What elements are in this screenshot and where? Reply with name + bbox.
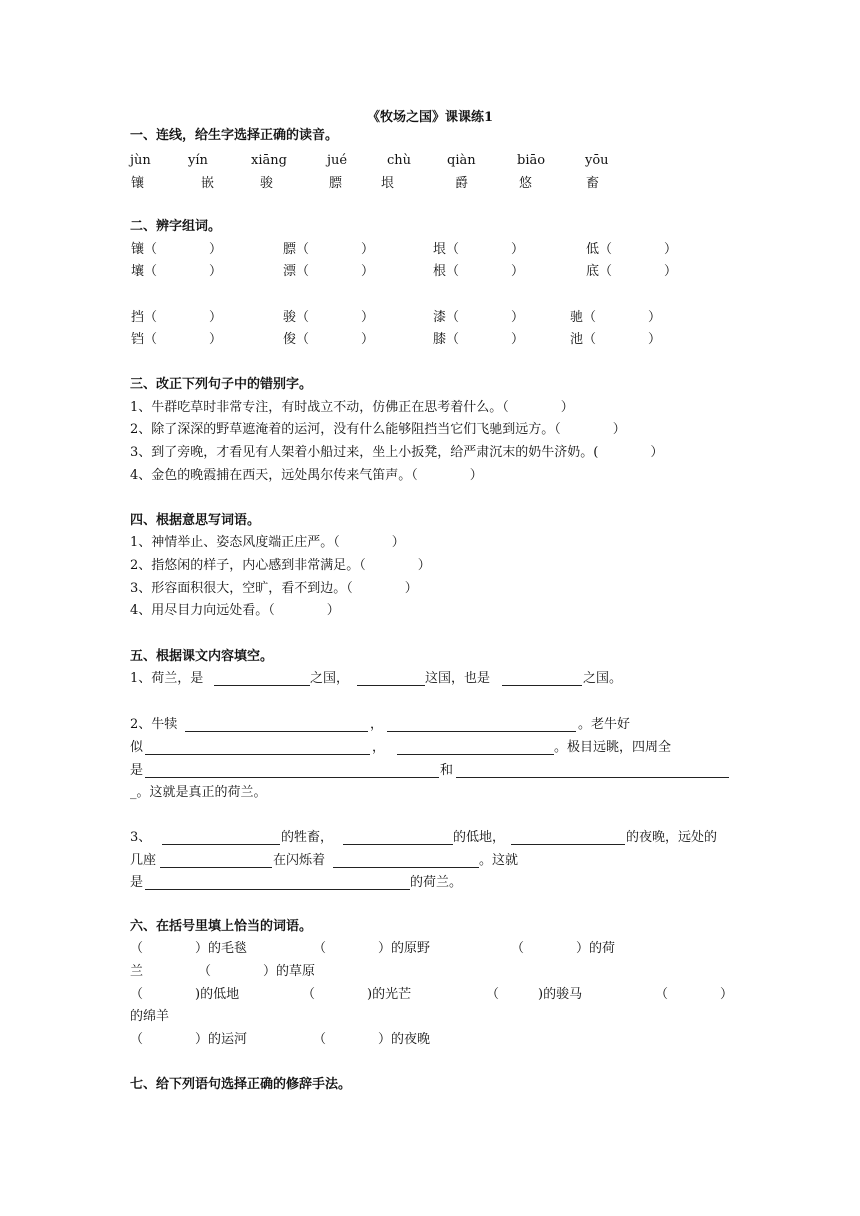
section-1-heading: 一、连线，给生字选择正确的读音。 <box>130 128 339 143</box>
word-box[interactable]: 壤（ ） <box>131 264 223 279</box>
char-4: 膘 <box>329 176 343 191</box>
pinyin-4: jué <box>327 153 348 168</box>
fill-text: 1、荷兰，是 <box>130 671 204 686</box>
section-4-heading: 四、根据意思写词语。 <box>130 513 261 528</box>
fill-blank[interactable] <box>397 740 554 755</box>
phrase-box[interactable]: （ ）的荷 <box>511 941 616 956</box>
phrase-box[interactable]: （ )的骏马 <box>486 987 583 1002</box>
meaning-item-2[interactable]: 2、指悠闲的样子，内心感到非常满足。（ ） <box>130 558 431 573</box>
word-box[interactable]: 池（ ） <box>570 332 662 347</box>
word-box[interactable]: 驰（ ） <box>570 310 662 325</box>
word-box[interactable]: 低（ ） <box>586 242 678 257</box>
word-box[interactable]: 膝（ ） <box>433 332 525 347</box>
page-title: 《牧场之国》课课练1 <box>366 110 494 125</box>
word-box[interactable]: 底（ ） <box>586 264 678 279</box>
fill-blank[interactable] <box>333 853 479 868</box>
phrase-box[interactable]: （ )的低地 <box>130 987 240 1002</box>
char-7: 悠 <box>519 176 533 191</box>
fill-text: 似 <box>130 740 144 755</box>
phrase-box[interactable]: （ ）的夜晚 <box>313 1032 431 1047</box>
fill-text: 几座 <box>130 853 157 868</box>
phrase-text: 兰 <box>130 964 144 979</box>
pinyin-2: yín <box>188 153 208 168</box>
fill-text: 是 <box>130 875 144 890</box>
section-3-heading: 三、改正下列句子中的错别字。 <box>130 377 313 392</box>
pinyin-1: jùn <box>130 153 151 168</box>
word-box[interactable]: 俊（ ） <box>283 332 375 347</box>
meaning-item-3[interactable]: 3、形容面积很大，空旷，看不到边。（ ） <box>130 581 418 596</box>
section-2-heading: 二、辨字组词。 <box>130 219 222 234</box>
correction-item-1[interactable]: 1、牛群吃草时非常专注，有时战立不动，仿佛正在思考着什么。（ ） <box>130 400 574 415</box>
word-box[interactable]: 膘（ ） <box>283 242 375 257</box>
fill-blank[interactable] <box>387 717 576 732</box>
section-6-heading: 六、在括号里填上恰当的词语。 <box>130 919 313 934</box>
meaning-item-4[interactable]: 4、用尽目力向远处看。（ ） <box>130 603 340 618</box>
word-box[interactable]: 镶（ ） <box>131 242 223 257</box>
correction-item-4[interactable]: 4、金色的晚霞捕在西天，远处禺尔传来气笛声。（ ） <box>130 468 483 483</box>
fill-text: 3、 <box>130 830 152 845</box>
fill-text: 之国， <box>310 671 350 686</box>
fill-text: 。极目远眺，四周全 <box>554 740 672 755</box>
fill-text: _。这就是真正的荷兰。 <box>130 785 267 800</box>
section-7-heading: 七、给下列语句选择正确的修辞手法。 <box>130 1077 352 1092</box>
fill-blank[interactable] <box>162 830 280 845</box>
char-3: 骏 <box>260 176 274 191</box>
fill-text: 这国，也是 <box>425 671 491 686</box>
word-box[interactable]: 挡（ ） <box>131 310 223 325</box>
word-box[interactable]: 根（ ） <box>433 264 525 279</box>
meaning-item-1[interactable]: 1、神情举止、姿态风度端正庄严。（ ） <box>130 535 405 550</box>
fill-text: 是 <box>130 763 144 778</box>
phrase-box[interactable]: （ ）的草原 <box>198 964 316 979</box>
fill-text: 。这就 <box>479 853 519 868</box>
pinyin-8: yōu <box>585 153 609 168</box>
word-box[interactable]: 垠（ ） <box>433 242 525 257</box>
pinyin-3: xiāng <box>251 153 287 168</box>
char-1: 镶 <box>131 176 145 191</box>
pinyin-5: chù <box>387 153 412 168</box>
phrase-box[interactable]: （ ） <box>655 987 734 1002</box>
fill-blank[interactable] <box>214 671 310 686</box>
fill-text: 的荷兰。 <box>410 875 463 890</box>
fill-text: 。老牛好 <box>578 717 631 732</box>
section-5-heading: 五、根据课文内容填空。 <box>130 649 274 664</box>
fill-blank[interactable] <box>185 717 368 732</box>
fill-text: 的牲畜， <box>281 830 334 845</box>
fill-text: 的夜晚，远处的 <box>626 830 718 845</box>
fill-blank[interactable] <box>145 875 410 890</box>
fill-blank[interactable] <box>160 853 272 868</box>
char-8: 畜 <box>586 176 600 191</box>
fill-blank[interactable] <box>502 671 582 686</box>
correction-item-2[interactable]: 2、除了深深的野草遮淹着的运河，没有什么能够阻挡当它们飞驰到远方。（ ） <box>130 422 626 437</box>
phrase-box[interactable]: （ ）的毛毯 <box>130 941 248 956</box>
fill-text: ， <box>370 717 384 732</box>
phrase-box[interactable]: （ )的光芒 <box>302 987 412 1002</box>
pinyin-7: biāo <box>517 153 546 168</box>
char-2: 嵌 <box>201 176 215 191</box>
word-box[interactable]: 漂（ ） <box>283 264 375 279</box>
fill-text: 之国。 <box>583 671 623 686</box>
word-box[interactable]: 漆（ ） <box>433 310 525 325</box>
phrase-box[interactable]: （ ）的原野 <box>313 941 431 956</box>
fill-text: ， <box>372 740 386 755</box>
correction-item-3[interactable]: 3、到了旁晚，才看见有人架着小船过来，坐上小扳凳，给严肃沉末的奶牛济奶。( ） <box>130 445 664 460</box>
fill-blank[interactable] <box>343 830 453 845</box>
word-box[interactable]: 骏（ ） <box>283 310 375 325</box>
fill-blank[interactable] <box>357 671 425 686</box>
fill-blank[interactable] <box>456 763 729 778</box>
phrase-box[interactable]: （ ）的运河 <box>130 1032 248 1047</box>
char-5: 垠 <box>381 176 395 191</box>
fill-text: 的低地， <box>453 830 506 845</box>
phrase-text: 的绵羊 <box>130 1009 170 1024</box>
fill-text: 和 <box>440 763 454 778</box>
fill-text: 2、牛犊 <box>130 717 178 732</box>
char-6: 爵 <box>455 176 469 191</box>
word-box[interactable]: 铛（ ） <box>131 332 223 347</box>
fill-text: 在闪烁着 <box>273 853 326 868</box>
pinyin-6: qiàn <box>447 153 476 168</box>
fill-blank[interactable] <box>511 830 625 845</box>
fill-blank[interactable] <box>145 740 370 755</box>
fill-blank[interactable] <box>145 763 439 778</box>
